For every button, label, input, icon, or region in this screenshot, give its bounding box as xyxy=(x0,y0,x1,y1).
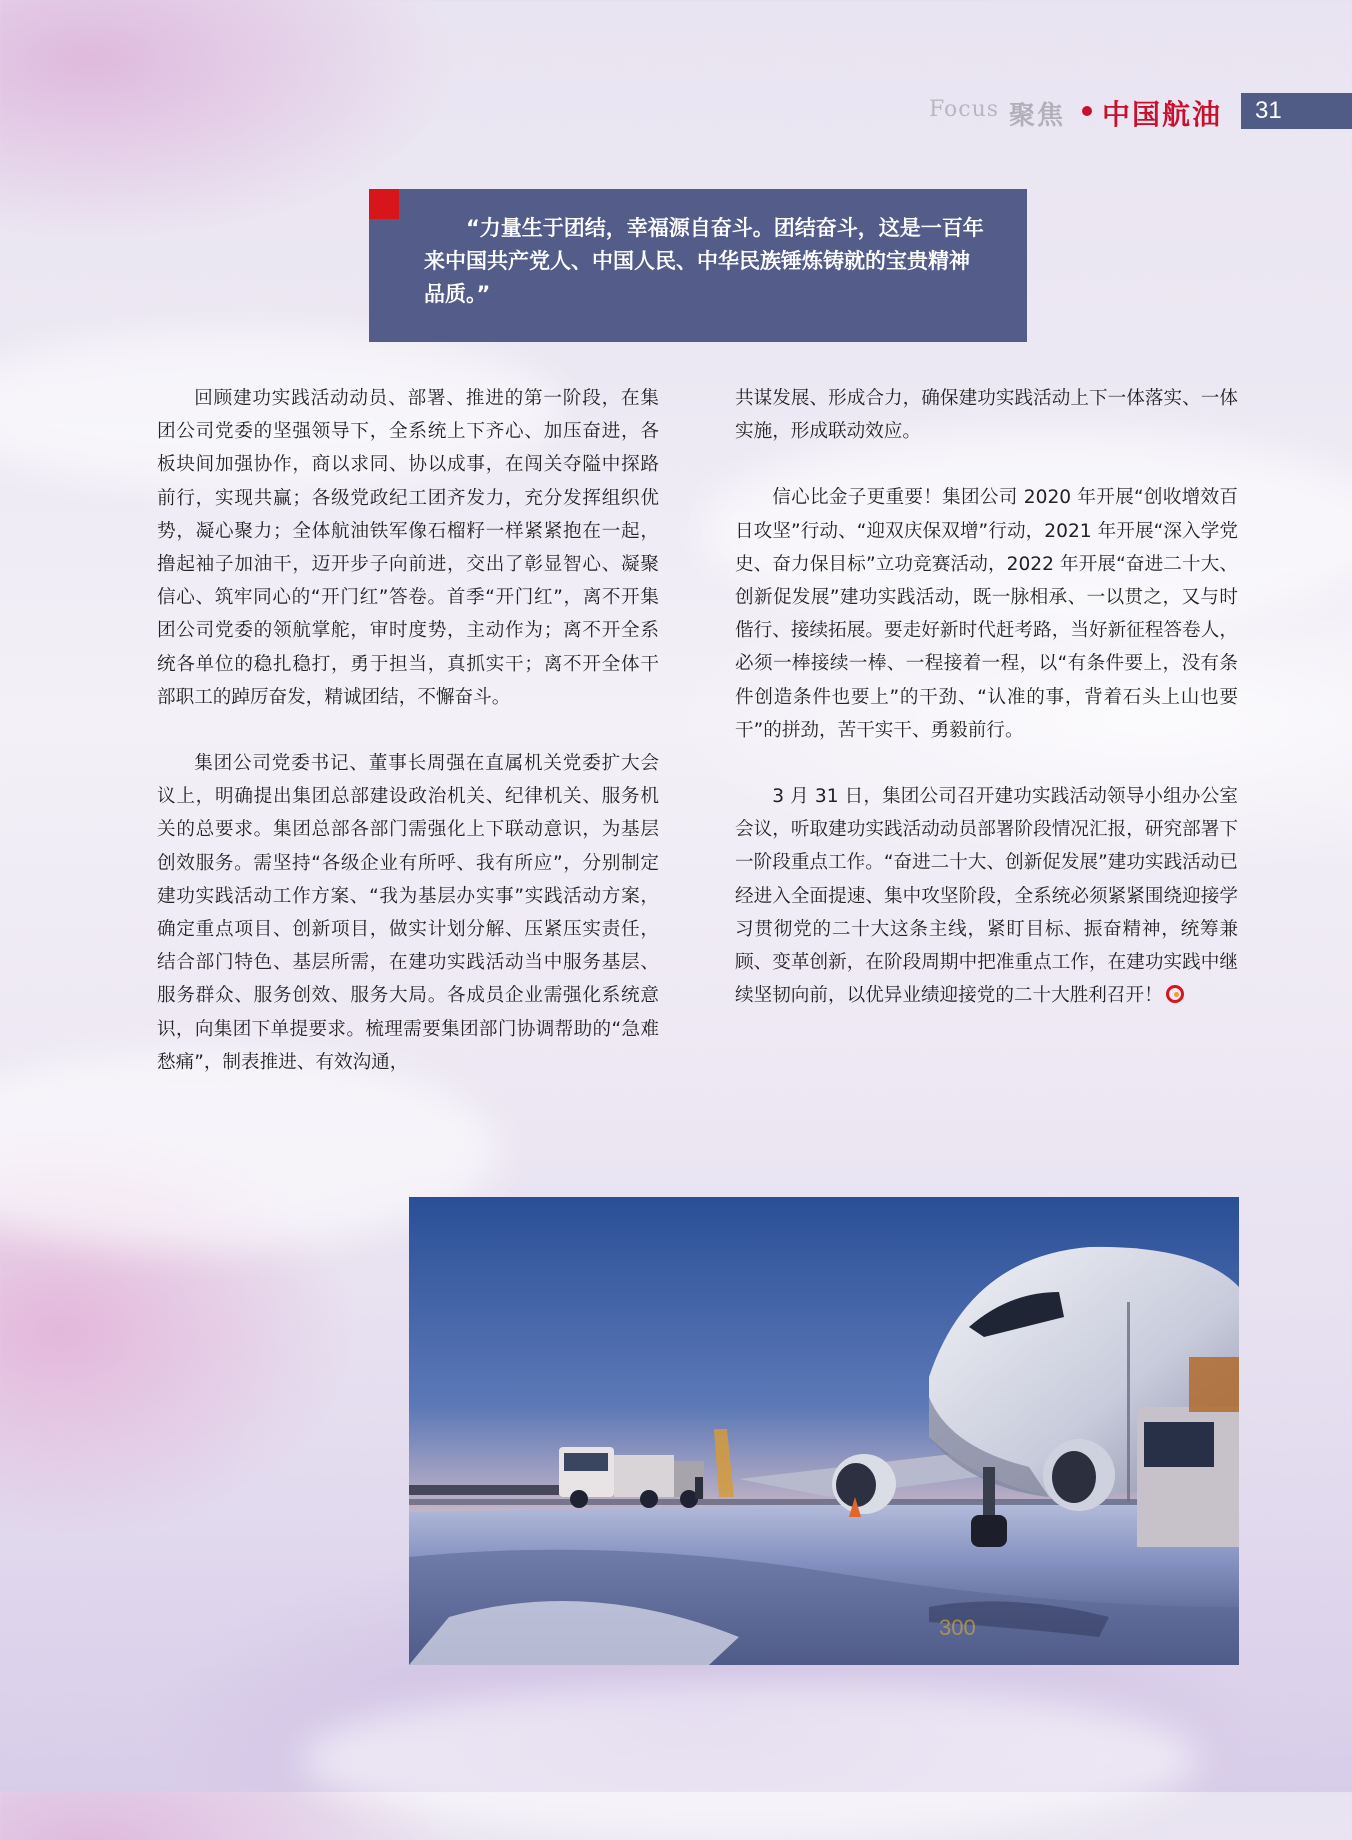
page-number-box xyxy=(1241,93,1352,129)
background-cloud xyxy=(300,1680,1200,1840)
article-left-column xyxy=(157,382,659,1079)
article-end-mark-icon xyxy=(1166,985,1184,1003)
header-brand-label: 中国航油 xyxy=(1102,98,1223,131)
article-paragraph: 回顾建功实践活动动员、部署、推进的第一阶段，在集团公司党委的坚强领导下，全系统上下齐心、加压奋进，各板块间加强协作，商以求同、协以成事，在闯关夺隘中探路前行，实现共赢；各级党政纪工团齐发力，充分发挥组织优势，凝心聚力；全体航油铁军像石榴籽一样紧紧抱在一起，撸起袖子加油干，迈开步子向前进，交出了彰显智心、凝聚信心、筑牢同心的“开门红”答卷。首季“开门红”，离不开集团公司党委的领航掌舵，审时度势，主动作为；离不开全系统各单位的稳扎稳打，勇于担当，真抓实干；离不开全体干部职工的踔厉奋发，精诚团结，不懈奋斗。 xyxy=(157,388,659,708)
header-dot-icon xyxy=(1082,106,1092,116)
page-number: 31 xyxy=(1255,97,1282,124)
quote-corner-mark-icon xyxy=(369,189,399,219)
article-paragraph: 信心比金子更重要！集团公司 2020 年开展“创收增效百日攻坚”行动、“迎双庆保双增”行动，2021 年开展“深入学党史、奋力保目标”立功竞赛活动，2022 年开展“奋进二十大、创新促发展”建功实践活动，既一脉相承、一以贯之，又与时偕行、接续拓展。要走好新时代赶考路，当好新征程答卷人，必须一棒接续一棒、一程接着一程，以“有条件要上，没有条件创造条件也要上”的干劲、“认准的事，背着石头上山也要干”的拼劲，苦干实干、勇毅前行。 xyxy=(735,487,1238,741)
page-header xyxy=(925,93,1352,129)
article-paragraph-text: 3 月 31 日，集团公司召开建功实践活动领导小组办公室会议，听取建功实践活动动员部署阶段情况汇报，研究部署下一阶段重点工作。“奋进二十大、创新促发展”建功实践活动已经进入全面提速、集中攻坚阶段，全系统必须紧紧围绕迎接学习贯彻党的二十大这条主线，紧盯目标、振奋精神，统筹兼顾、变革创新，在阶段周期中把准重点工作，在建功实践中继续坚韧向前，以优异业绩迎接党的二十大胜利召开！ xyxy=(735,786,1238,1007)
article-paragraph xyxy=(735,780,1238,1012)
header-section-label: 聚焦 xyxy=(1009,101,1066,131)
pull-quote-text: “力量生于团结，幸福源自奋斗。团结奋斗，这是一百年来中国共产党人、中国人民、中华民族锤炼铸就的宝贵精神品质。” xyxy=(424,216,984,306)
airplane-apron-photo xyxy=(409,1197,1239,1665)
header-focus-label: Focus xyxy=(929,97,1000,122)
article-paragraph-continuation: 共谋发展、形成合力，确保建功实践活动上下一体落实、一体实施，形成联动效应。 xyxy=(735,388,1238,443)
article-paragraph: 集团公司党委书记、董事长周强在直属机关党委扩大会议上，明确提出集团总部建设政治机关、纪律机关、服务机关的总要求。集团总部各部门需强化上下联动意识，为基层创效服务。需坚持“各级企业有所呼、我有所应”，分别制定建功实践活动工作方案、“我为基层办实事”实践活动方案，确定重点项目、创新项目，做实计划分解、压紧压实责任，结合部门特色、基层所需，在建功实践活动当中服务基层、服务群众、服务创效、服务大局。各成员企业需强化系统意识，向集团下单提要求。梳理需要集团部门协调帮助的“急难愁痛”，制表推进、有效沟通， xyxy=(157,753,659,1073)
article-right-column xyxy=(735,382,1238,1012)
runway-marking-text: 300 xyxy=(939,1615,976,1640)
